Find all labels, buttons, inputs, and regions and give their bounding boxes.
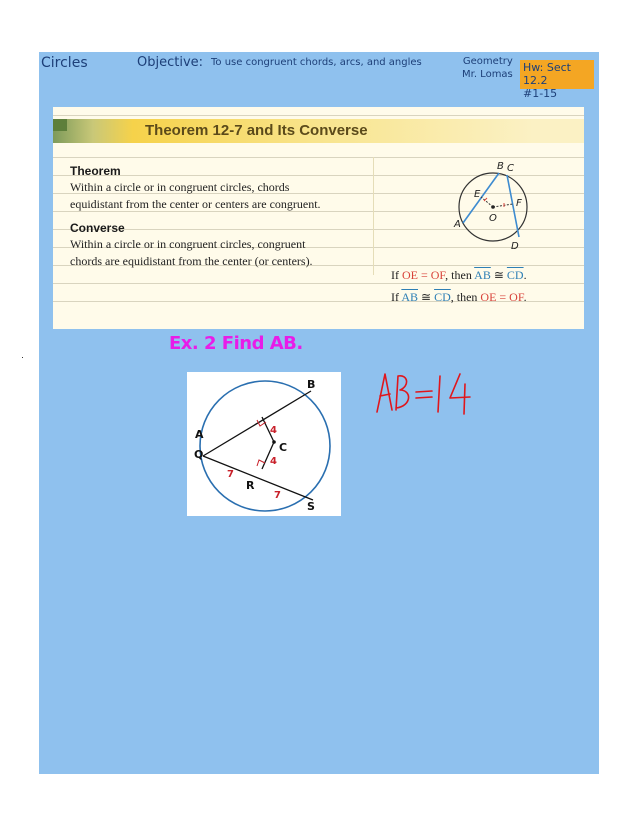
if1-chord-ab: $\overline{AB}$	[474, 268, 491, 282]
converse-line-2: chords are equidistant from the center (or centers).	[70, 254, 313, 268]
homework-problems: #1-15	[523, 87, 558, 100]
course-info	[462, 55, 513, 81]
segment-length-7-right: 7	[274, 490, 281, 501]
label-b: B	[307, 378, 316, 391]
label-r: R	[246, 479, 255, 492]
converse-heading: Converse	[70, 221, 125, 235]
example-diagram-box	[187, 372, 341, 516]
label-f: F	[516, 198, 522, 209]
converse-statement	[70, 236, 313, 270]
theorem-conditional: If OE = OF, then $\overline{AB}$ ≅ $\overline{CD}$.	[391, 268, 527, 282]
homework-section: Hw: Sect 12.2	[523, 61, 571, 87]
converse-conditional: If $\overline{AB}$ ≅ $\overline{CD}$, then OE = OF.	[391, 290, 527, 304]
label-e: E	[474, 189, 481, 200]
converse-line-1: Within a circle or in congruent circles, congruent	[70, 237, 306, 251]
theorem-box	[53, 107, 584, 329]
if2-chord-cd: $\overline{CD}$	[434, 290, 451, 304]
theorem-statement	[70, 179, 321, 213]
segment-length-7-left: 7	[227, 469, 234, 480]
banner-tab	[53, 119, 67, 131]
column-divider	[373, 157, 374, 275]
label-s: S	[307, 500, 315, 513]
if2-equal-distances: OE = OF	[480, 290, 524, 304]
theorem-line-1: Within a circle or in congruent circles, chords	[70, 180, 290, 194]
theorem-heading: Theorem	[70, 164, 121, 178]
segment-length-4-lower: 4	[270, 456, 277, 467]
label-b: B	[497, 161, 504, 172]
handwritten-answer	[374, 370, 484, 418]
label-d: D	[511, 241, 519, 249]
example-circle-diagram	[187, 372, 341, 516]
course-name: Geometry	[462, 56, 513, 67]
label-c: C	[279, 441, 288, 454]
objective-label: Objective:	[137, 55, 204, 70]
objective-text: To use congruent chords, arcs, and angles	[211, 57, 422, 68]
teacher-name: Mr. Lomas	[462, 69, 513, 80]
example-title: Ex. 2 Find AB.	[169, 333, 303, 354]
label-a: A	[195, 428, 204, 441]
if2-chord-ab: $\overline{AB}$	[401, 290, 419, 304]
stray-dot	[22, 357, 23, 358]
label-a: A	[454, 219, 461, 230]
if1-chord-cd: $\overline{CD}$	[506, 268, 524, 282]
theorem-banner-title: Theorem 12-7 and Its Converse	[145, 122, 368, 139]
theorem-circle-diagram	[449, 157, 539, 249]
label-o: O	[489, 213, 497, 224]
label-c: C	[507, 163, 514, 174]
segment-length-4-upper: 4	[270, 425, 277, 436]
notes-page	[39, 52, 599, 774]
theorem-line-2: equidistant from the center or centers are congruent.	[70, 197, 321, 211]
homework-badge	[520, 60, 594, 100]
if1-equal-distances: OE = OF	[402, 268, 446, 282]
lesson-title: Circles	[41, 55, 88, 71]
label-q: Q	[194, 448, 204, 461]
